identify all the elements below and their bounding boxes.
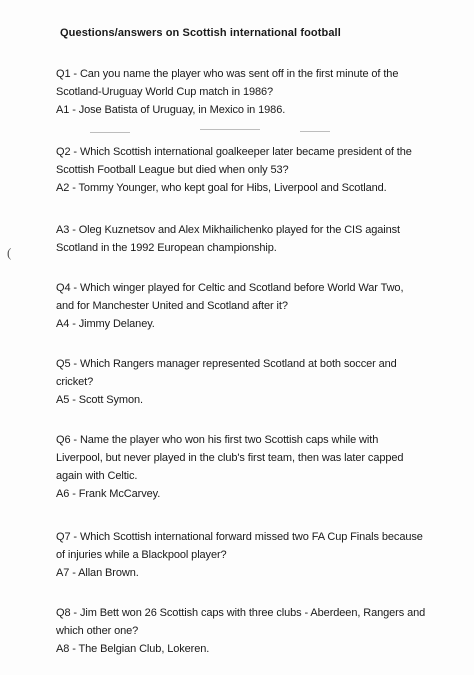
qa-block-q8 <box>56 604 461 658</box>
answer-line: A6 - Frank McCarvey. <box>56 488 161 500</box>
scan-artifact <box>200 129 260 130</box>
answer-line: Scotland in the 1992 European championship. <box>56 242 277 254</box>
question-line: Q6 - Name the player who won his first two Scottish caps while with <box>56 434 379 446</box>
document-title: Questions/answers on Scottish international football <box>60 27 341 39</box>
question-line: which other one? <box>56 625 139 637</box>
answer-line: A4 - Jimmy Delaney. <box>56 318 155 330</box>
question-line: Scottish Football League but died when only 53? <box>56 164 289 176</box>
qa-block-q7 <box>56 528 461 582</box>
question-line: and for Manchester United and Scotland after it? <box>56 300 288 312</box>
question-line: again with Celtic. <box>56 470 138 482</box>
question-line: Q8 - Jim Bett won 26 Scottish caps with three clubs - Aberdeen, Rangers and <box>56 607 426 619</box>
answer-line: A5 - Scott Symon. <box>56 394 143 406</box>
question-line: Liverpool, but never played in the club's first team, then was later capped <box>56 452 404 464</box>
question-line: of injuries while a Blackpool player? <box>56 549 227 561</box>
scan-artifact <box>90 132 130 133</box>
question-line: Scotland-Uruguay World Cup match in 1986? <box>56 86 274 98</box>
answer-line: A1 - Jose Batista of Uruguay, in Mexico in 1986. <box>56 104 286 116</box>
answer-line: A2 - Tommy Younger, who kept goal for Hibs, Liverpool and Scotland. <box>56 182 387 194</box>
question-line: Q7 - Which Scottish international forward missed two FA Cup Finals because <box>56 531 423 543</box>
qa-block-q5 <box>56 355 461 409</box>
qa-block-q6 <box>56 431 461 503</box>
margin-mark: ( <box>7 245 12 260</box>
answer-line: A7 - Allan Brown. <box>56 567 139 579</box>
question-line: Q2 - Which Scottish international goalkeeper later became president of the <box>56 146 412 158</box>
question-line: cricket? <box>56 376 94 388</box>
qa-block-a3 <box>56 221 461 257</box>
qa-block-q4 <box>56 279 461 333</box>
answer-line: A8 - The Belgian Club, Lokeren. <box>56 643 210 655</box>
question-line: Q4 - Which winger played for Celtic and Scotland before World War Two, <box>56 282 404 294</box>
question-line: Q1 - Can you name the player who was sent off in the first minute of the <box>56 68 399 80</box>
question-line: Q5 - Which Rangers manager represented Scotland at both soccer and <box>56 358 397 370</box>
qa-block-q1 <box>56 65 461 119</box>
scan-artifact <box>300 131 330 132</box>
qa-block-q2 <box>56 143 461 197</box>
answer-line: A3 - Oleg Kuznetsov and Alex Mikhailichenko played for the CIS against <box>56 224 400 236</box>
